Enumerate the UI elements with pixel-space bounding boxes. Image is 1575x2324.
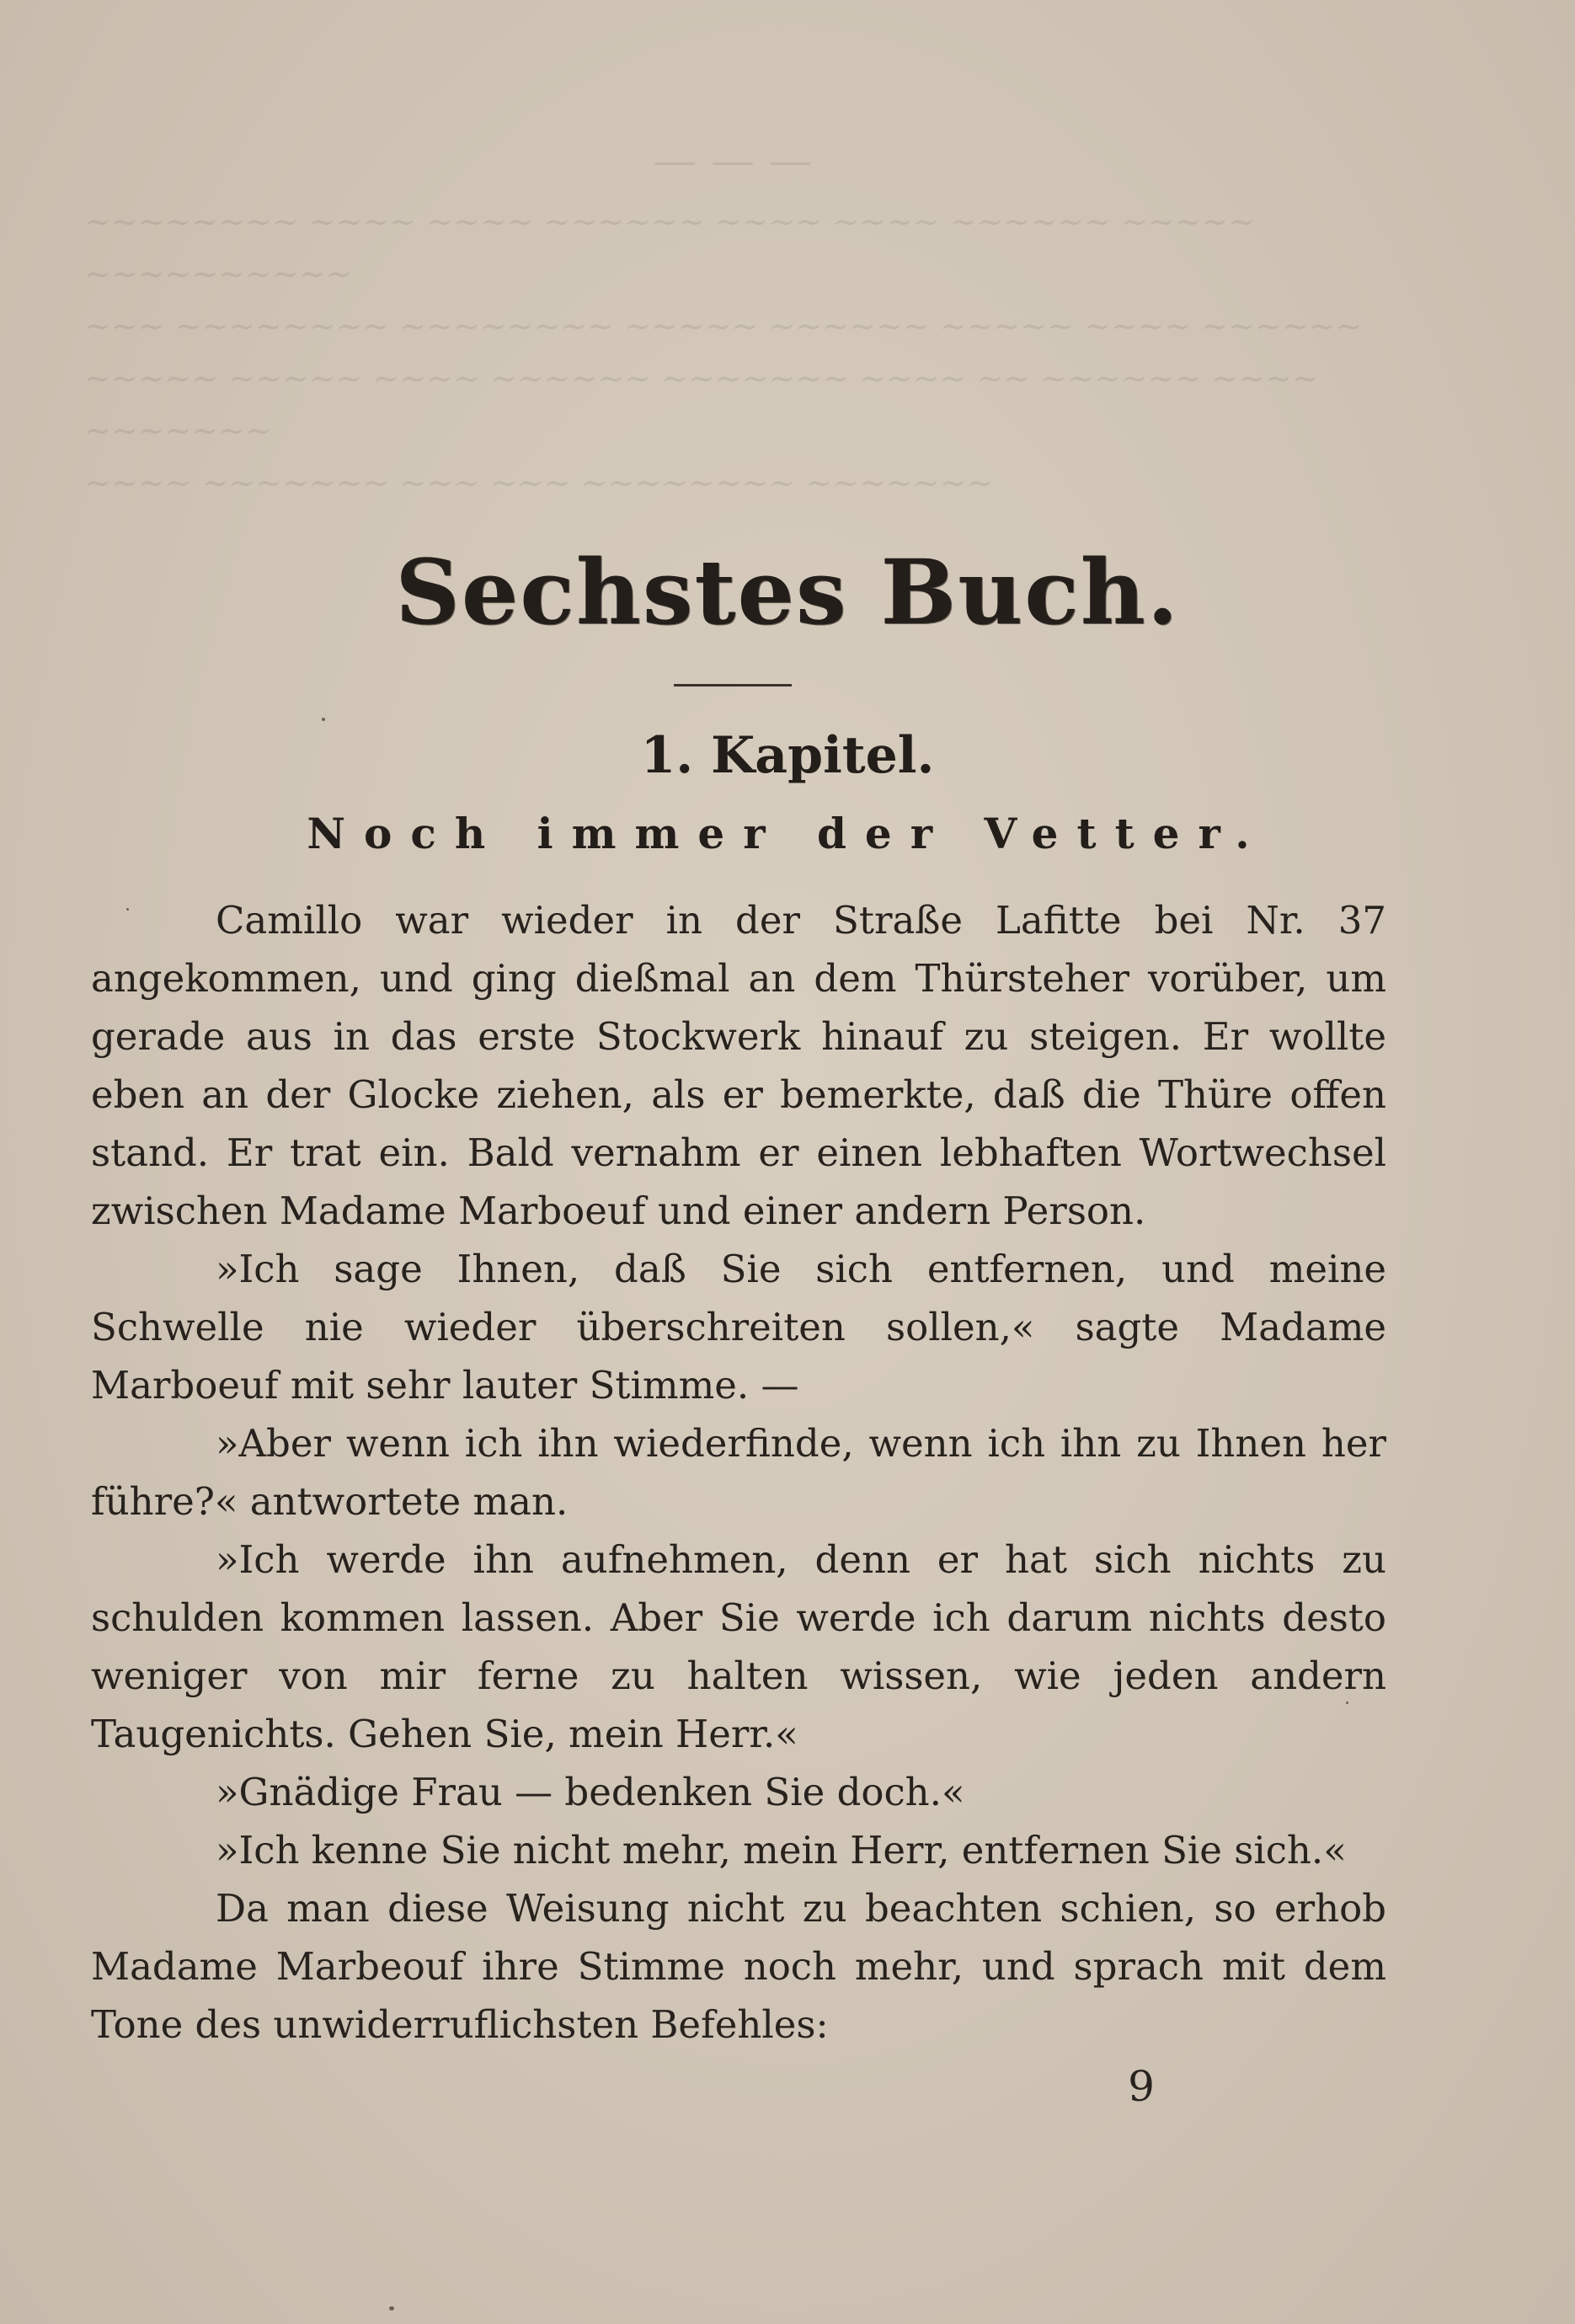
show-through-ghost-text: — — — ~~~~~~~~ ~~~~ ~~~~ ~~~~~~ ~~~~ ~~~~ ~~~~~~ ~~~~~ ~~~~~~~~~~ ~~~ ~~~~~~~~ ~~~~~~~~ ~~~~~ ~~~~~~ ~~~~~ ~~~~ ~~~~~~ ~~~~~ ~~~~~ ~~~~ ~~~~~~ ~~~~~~~ ~~~~ ~~ ~~~~~~ ~~~~ ~~~~~~~ ~~~~ ~~~~~~~ ~~~ ~~~ ~~~~~~~~ ~~~~~~~ bbox=[84, 136, 1363, 501]
paper-speck bbox=[126, 908, 129, 911]
paragraph: »Ich sage Ihnen, daß Sie sich entfernen, und meine Schwelle nie wieder überschreiten sollen,« sagte Madame Marboeuf mit sehr lauter Stimme. — bbox=[91, 1247, 1386, 1408]
paper-speck bbox=[1346, 1702, 1348, 1704]
page-number: 9 bbox=[1128, 2062, 1155, 2111]
paragraph: Camillo war wieder in der Straße Lafitte bei Nr. 37 angekommen, und ging dießmal an dem Thürsteher vorüber, um gerade aus in das erste Stockwerk hinauf zu steigen. Er wollte eben an der Glocke ziehen, als er bemerkte, daß die Thüre offen stand. Er trat ein. Bald vernahm er einen lebhaften Wortwechsel zwischen Madame Marboeuf und einer andern Person. bbox=[91, 898, 1386, 1233]
chapter-heading: 1. Kapitel. bbox=[640, 726, 935, 785]
paragraph: »Ich kenne Sie nicht mehr, mein Herr, entfernen Sie sich.« bbox=[216, 1828, 1347, 1873]
paragraph: »Ich werde ihn aufnehmen, denn er hat sich nichts zu schulden kommen lassen. Aber Sie werde ich darum nichts desto weniger von mir ferne zu halten wissen, wie jeden andern Taugenichts. Gehen Sie, mein Herr.« bbox=[91, 1537, 1386, 1756]
heading-divider bbox=[674, 684, 792, 687]
paragraph: »Gnädige Frau — bedenken Sie doch.« bbox=[216, 1770, 965, 1814]
chapter-subtitle: Noch immer der Vetter. bbox=[307, 809, 1268, 858]
paragraph: Da man diese Weisung nicht zu beachten schien, so erhob Madame Marbeouf ihre Stimme noch mehr, und sprach mit dem Tone des unwiderruflichsten Befehles: bbox=[91, 1886, 1386, 2047]
body-text bbox=[91, 891, 1386, 2054]
paper-speck bbox=[322, 718, 325, 721]
paper-speck bbox=[389, 2306, 394, 2311]
paragraph: »Aber wenn ich ihn wiederfinde, wenn ich ihn zu Ihnen her führe?« antwortete man. bbox=[91, 1421, 1386, 1524]
book-heading: Sechstes Buch. bbox=[395, 539, 1180, 644]
